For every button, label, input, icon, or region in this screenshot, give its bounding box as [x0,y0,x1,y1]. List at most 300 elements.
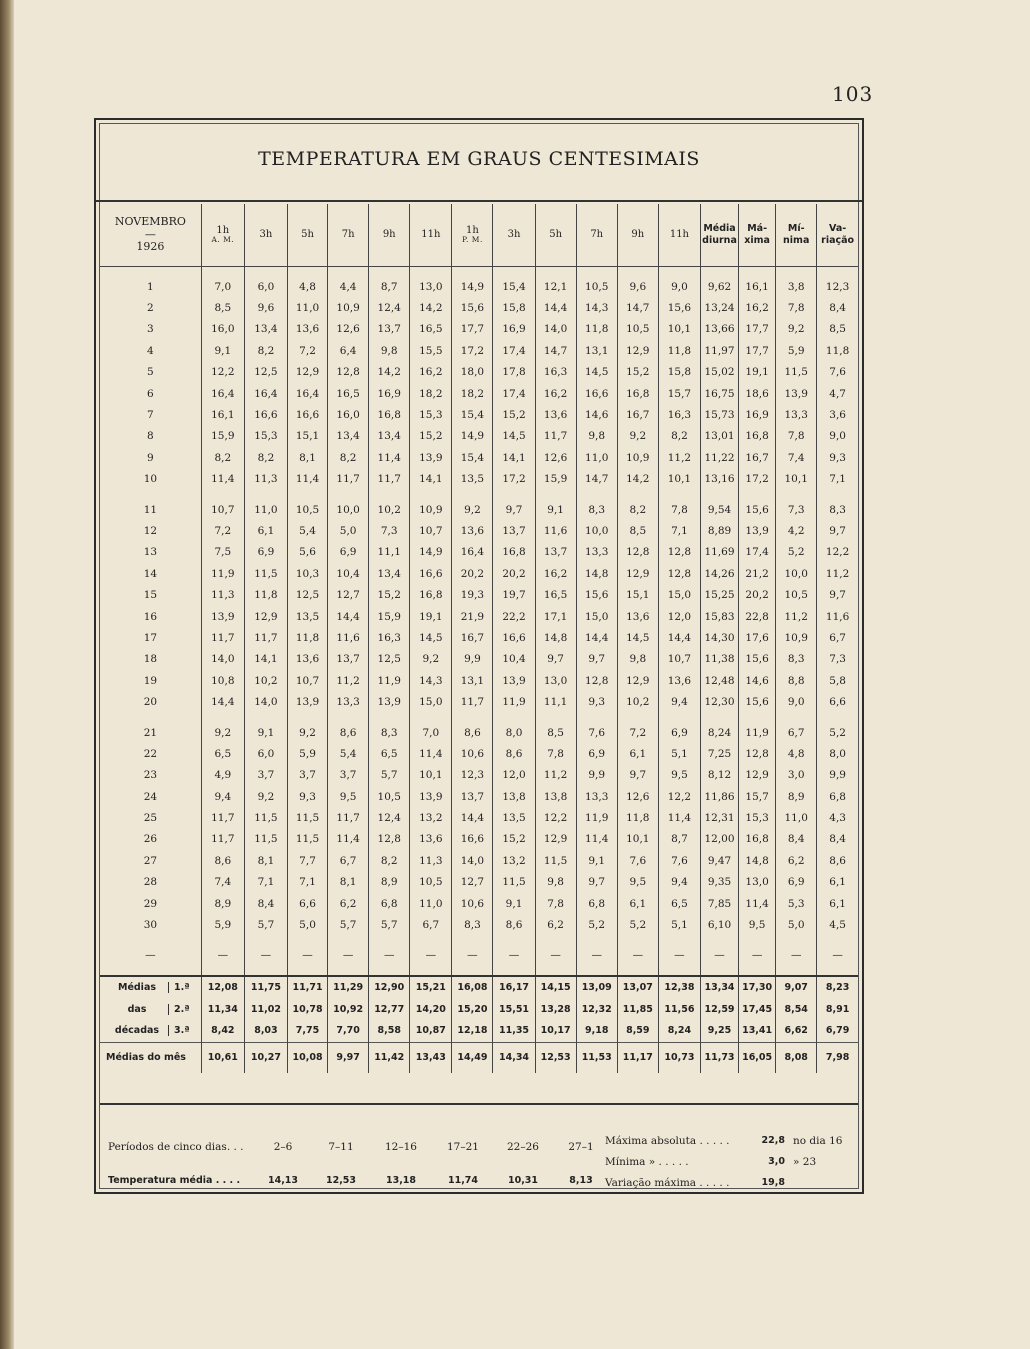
day-number: 14 [143,567,158,580]
decade-mean-value: 7,70 [328,1020,369,1042]
temperature-cell: 7,8 [776,426,817,447]
temperature-cell: 13,9 [287,691,327,712]
temperature-cell: 11,6 [535,520,576,541]
decade-mean-value: 12,38 [658,976,700,999]
temperature-cell: 12,4 [369,297,410,318]
temperature-cell: 14,6 [739,670,776,691]
temperature-table [100,204,858,1073]
temperature-cell: 5,2 [576,914,617,935]
temperature-cell: 9,6 [617,276,658,297]
temperature-cell: — [700,945,738,966]
temperature-cell: 14,4 [201,691,244,712]
temperature-cell: 16,2 [535,383,576,404]
decade-gap [100,936,858,945]
temperature-cell: 20,2 [739,584,776,605]
temperature-cell: 8,3 [452,914,493,935]
temperature-cell: 14,0 [535,319,576,340]
temperature-cell: 15,6 [739,499,776,520]
month-mean-label: Médias do mês [100,1042,201,1073]
temperature-cell: 16,6 [493,627,535,648]
gap-cell [369,966,410,976]
temperature-cell: 15,0 [576,606,617,627]
temperature-cell: 13,24 [700,297,738,318]
temperature-cell: 4,9 [201,765,244,786]
temperature-cell: 5,1 [658,914,700,935]
day-number: 30 [143,919,158,932]
day-number: 8 [147,430,154,443]
temperature-cell: 9,4 [658,872,700,893]
temperature-cell: 19,3 [452,584,493,605]
temperature-cell: 10,0 [576,520,617,541]
temperature-cell: 12,7 [328,584,369,605]
decade-mean-value: 8,91 [817,999,858,1021]
month-mean-value: 12,53 [535,1042,576,1073]
gap-cell [410,490,452,499]
gap-cell [452,936,493,945]
gap-cell [201,966,244,976]
day-row [100,893,858,914]
temperature-cell: 12,9 [617,670,658,691]
temperature-cell: 10,5 [410,872,452,893]
temperature-cell: 8,24 [700,722,738,743]
period-temp: 13,18 [385,1175,417,1186]
hour-header: 3h [493,204,535,267]
temperature-cell: — [452,945,493,966]
day-number: 11 [143,503,158,516]
temperature-cell: 9,7 [617,765,658,786]
month-mean-value: 10,08 [287,1042,327,1073]
temperature-cell: 11,7 [201,807,244,828]
day-row [100,469,858,490]
temperature-cell: 8,5 [201,297,244,318]
day-number: 25 [143,812,158,825]
temperature-cell: 8,5 [617,520,658,541]
gap-cell [452,490,493,499]
temperature-cell: — [369,945,410,966]
temperature-cell: 11,6 [817,606,858,627]
temperature-cell: 12,9 [617,563,658,584]
day-number: 15 [143,589,158,602]
temperature-cell: 15,5 [410,340,452,361]
min-label: Mínima » . . . . . [605,1156,689,1168]
temperature-cell: 6,2 [776,850,817,871]
temperature-cell: 8,1 [328,872,369,893]
temperature-cell: 16,4 [201,383,244,404]
temperature-cell: 11,1 [369,542,410,563]
temperature-cell: 9,3 [287,786,327,807]
temperature-cell: 11,4 [410,743,452,764]
decade-mean-value: 8,58 [369,1020,410,1042]
temperature-cell: 14,4 [328,606,369,627]
temperature-cell: 14,26 [700,563,738,584]
gap-cell [452,267,493,277]
temperature-cell: 11,97 [700,340,738,361]
temperature-cell: 7,8 [776,297,817,318]
decade-mean-value: 8,59 [617,1020,658,1042]
decade-gap [100,267,858,277]
temperature-cell: 12,5 [287,584,327,605]
temperature-cell: 7,6 [658,850,700,871]
day-row [100,383,858,404]
temperature-cell: 15,2 [369,584,410,605]
temperature-cell: 5,9 [776,340,817,361]
day-row [100,319,858,340]
day-row [100,584,858,605]
period-value: 2–6 [273,1141,293,1153]
temperature-cell: 14,4 [658,627,700,648]
temperature-cell: 11,9 [369,670,410,691]
temperature-cell: 9,2 [452,499,493,520]
absolute-maximum [605,1135,855,1156]
temperature-cell: 15,4 [493,276,535,297]
temperature-cell: 7,7 [287,850,327,871]
temperature-cell: 7,6 [817,362,858,383]
temperature-cell: 6,9 [328,542,369,563]
temperature-cell: 13,9 [493,670,535,691]
temperature-cell: 12,4 [369,807,410,828]
temperature-cell: 14,2 [410,297,452,318]
gap-cell [100,267,201,277]
decade-mean-value: 9,07 [776,976,817,999]
decade-mean-value: 11,56 [658,999,700,1021]
gap-cell [493,490,535,499]
hour-header: 11h [410,204,452,267]
temperature-cell: 11,5 [493,872,535,893]
temperature-cell: 10,6 [452,893,493,914]
temperature-cell: 8,89 [700,520,738,541]
gap-cell [658,490,700,499]
temperature-cell: 3,7 [287,765,327,786]
day-number: 5 [147,366,154,379]
temperature-cell: 13,9 [776,383,817,404]
temperature-cell: 12,8 [658,563,700,584]
temperature-cell: 16,6 [452,829,493,850]
temperature-cell: 5,0 [287,914,327,935]
gap-cell [617,713,658,722]
temperature-cell: 13,6 [535,404,576,425]
month-mean-value: 11,42 [369,1042,410,1073]
temperature-cell: 14,3 [410,670,452,691]
temperature-cell: 6,0 [244,743,287,764]
temperature-cell: 16,8 [493,542,535,563]
temperature-cell: 13,8 [535,786,576,807]
gap-cell [535,267,576,277]
temperature-cell: 10,2 [369,499,410,520]
temperature-cell: 11,7 [244,627,287,648]
decade-ordinal: 2.ª [168,1004,190,1015]
gap-cell [410,267,452,277]
temperature-cell: 13,16 [700,469,738,490]
decade-gap [100,966,858,976]
temperature-cell: 12,8 [369,829,410,850]
temperature-cell: 8,0 [493,722,535,743]
temperature-cell: 3,7 [244,765,287,786]
temperature-cell: 16,4 [244,383,287,404]
temperature-cell: 11,5 [244,829,287,850]
min-value: 3,0 [768,1156,785,1167]
temperature-cell: 13,9 [410,786,452,807]
decade-ordinal: 1.ª [168,982,190,993]
month-mean-value: 10,27 [244,1042,287,1073]
gap-cell [739,267,776,277]
temperature-cell: 16,1 [201,404,244,425]
decade-mean-value: 8,42 [201,1020,244,1042]
temperature-cell: 12,5 [369,649,410,670]
temperature-cell: 10,0 [776,563,817,584]
temperature-cell: 5,2 [817,722,858,743]
temperature-cell: 3,8 [776,276,817,297]
temperature-cell: 14,0 [244,691,287,712]
gap-cell [617,490,658,499]
temperature-cell: 14,7 [576,469,617,490]
temperature-cell: 16,6 [287,404,327,425]
temperature-cell: 7,0 [410,722,452,743]
temperature-cell: 14,1 [244,649,287,670]
temperature-cell: 9,9 [452,649,493,670]
temperature-cell: 9,7 [535,649,576,670]
gap-cell [700,267,738,277]
temperature-cell: 5,9 [201,914,244,935]
temperature-cell: 13,7 [328,649,369,670]
day-row [100,520,858,541]
period-temp: 12,53 [325,1175,357,1186]
temperature-cell: 15,6 [739,691,776,712]
decade-mean-value: 15,51 [493,999,535,1021]
day-number: 2 [147,302,154,315]
temperature-cell: 11,2 [776,606,817,627]
temperature-cell: 14,8 [576,563,617,584]
temperature-cell: 9,0 [817,426,858,447]
gap-cell [244,966,287,976]
temperature-cell: 13,3 [328,691,369,712]
day-row [100,743,858,764]
decade-mean-value: 15,21 [410,976,452,999]
temperature-cell: 12,6 [328,319,369,340]
temperature-cell: 15,4 [452,404,493,425]
page-title: TEMPERATURA EM GRAUS CENTESIMAIS [258,148,700,170]
day-number: 26 [143,833,158,846]
temperature-cell: 10,2 [244,670,287,691]
temperature-cell: 9,8 [576,426,617,447]
temperature-cell: 5,0 [776,914,817,935]
temperature-cell: 5,7 [328,914,369,935]
temperature-cell: 4,7 [817,383,858,404]
temperature-cell: 17,4 [493,340,535,361]
decade-mean-value: 17,45 [739,999,776,1021]
temperature-cell: 8,4 [817,829,858,850]
temperature-cell: 8,2 [369,850,410,871]
decade-mean-value: 11,35 [493,1020,535,1042]
gap-cell [410,713,452,722]
temperature-cell: 15,2 [410,426,452,447]
temperature-cell: 9,2 [287,722,327,743]
temperature-cell: 8,5 [535,722,576,743]
month-mean-value: 11,17 [617,1042,658,1073]
gap-cell [817,713,858,722]
temperature-cell: 16,75 [700,383,738,404]
temperature-cell: 16,2 [410,362,452,383]
temperature-cell: 11,9 [576,807,617,828]
day-row [100,765,858,786]
decade-mean-value: 13,34 [700,976,738,999]
temperature-cell: 11,6 [328,627,369,648]
temperature-cell: — [576,945,617,966]
temperature-cell: 13,7 [369,319,410,340]
day-number: 23 [143,769,158,782]
temperature-cell: 16,3 [369,627,410,648]
temperature-cell: 6,4 [328,340,369,361]
temperature-cell: 15,7 [739,786,776,807]
day-number: 22 [143,747,158,760]
temperature-cell: 6,1 [244,520,287,541]
gap-cell [100,966,201,976]
gap-cell [739,936,776,945]
temperature-cell: 13,9 [410,447,452,468]
temperature-cell: 11,3 [410,850,452,871]
temperature-cell: 6,7 [817,627,858,648]
temperature-cell: 11,7 [201,829,244,850]
temperature-cell: 8,2 [244,447,287,468]
temperature-cell: 16,9 [493,319,535,340]
period-temp: 14,13 [267,1175,299,1186]
temperature-cell: 9,8 [617,649,658,670]
gap-cell [576,966,617,976]
day-row [100,606,858,627]
temperature-cell: 7,1 [658,520,700,541]
temperature-cell: 8,2 [658,426,700,447]
temperature-cell: 11,4 [201,469,244,490]
temperature-cell: 15,8 [658,362,700,383]
day-row [100,722,858,743]
temperature-cell: 11,8 [658,340,700,361]
temperature-cell: 6,1 [817,893,858,914]
temperature-cell: 11,8 [576,319,617,340]
temperature-cell: 15,2 [617,362,658,383]
hour-header: 5h [535,204,576,267]
temperature-cell: 17,4 [493,383,535,404]
period-temp: 10,31 [507,1175,539,1186]
temperature-cell: 10,7 [410,520,452,541]
decade-mean-value: 12,32 [576,999,617,1021]
temperature-cell: — [493,945,535,966]
day-row [100,426,858,447]
maxima-header: Má- xima [739,204,776,267]
gap-cell [452,713,493,722]
temperature-cell: 8,6 [328,722,369,743]
variation-value: 19,8 [761,1177,785,1188]
temperature-cell: 9,35 [700,872,738,893]
day-row [100,945,858,966]
temperature-cell: 14,8 [535,627,576,648]
temperature-cell: 13,9 [739,520,776,541]
month-mean-value: 10,61 [201,1042,244,1073]
temperature-cell: 3,6 [817,404,858,425]
gap-cell [739,490,776,499]
month-header [100,204,201,267]
decade-mean-value: 10,17 [535,1020,576,1042]
temperature-cell: 8,6 [817,850,858,871]
temperature-cell: 8,12 [700,765,738,786]
temperature-cell: 8,2 [244,340,287,361]
gap-cell [493,267,535,277]
temperature-cell: 14,7 [617,297,658,318]
temperature-cell: 14,0 [201,649,244,670]
temperature-cell: 9,7 [493,499,535,520]
temperature-cell: 19,1 [739,362,776,383]
temperature-cell: 8,7 [369,276,410,297]
gap-cell [535,490,576,499]
day-row [100,362,858,383]
temperature-cell: 9,47 [700,850,738,871]
gap-cell [617,267,658,277]
decade-mean-row [100,999,858,1021]
day-number: 7 [147,409,154,422]
temperature-cell: 18,6 [739,383,776,404]
temperature-cell: 7,6 [617,850,658,871]
temperature-cell: 10,4 [493,649,535,670]
temperature-cell: 17,6 [739,627,776,648]
temperature-cell: 11,4 [658,807,700,828]
decade-mean-value: 13,41 [739,1020,776,1042]
temperature-cell: 22,2 [493,606,535,627]
temperature-cell: 7,4 [776,447,817,468]
decade-mean-value: 10,92 [328,999,369,1021]
day-number: 19 [143,674,158,687]
temperature-cell: 8,2 [617,499,658,520]
temperature-cell: 11,4 [369,447,410,468]
day-number: 12 [143,524,158,537]
temperature-cell: 16,8 [369,404,410,425]
temperature-cell: 11,38 [700,649,738,670]
temperature-cell: 8,9 [201,893,244,914]
min-note: » 23 [793,1156,817,1168]
decade-mean-row [100,1020,858,1042]
temperature-cell: 9,3 [817,447,858,468]
temperature-cell: 6,5 [201,743,244,764]
temperature-cell: 16,5 [410,319,452,340]
decade-gap [100,490,858,499]
temperature-cell: 16,0 [328,404,369,425]
temperature-cell: 6,6 [817,691,858,712]
temperature-cell: 11,22 [700,447,738,468]
gap-cell [617,966,658,976]
temperature-cell: 17,7 [739,340,776,361]
temperature-cell: 10,1 [658,319,700,340]
temperature-cell: 8,5 [817,319,858,340]
decade-mean-value: 11,34 [201,999,244,1021]
temperature-cell: — [287,945,327,966]
gap-cell [617,936,658,945]
temperature-cell: 10,5 [287,499,327,520]
temperature-cell: 9,2 [201,722,244,743]
temperature-cell: 7,1 [287,872,327,893]
decade-mean-value: 12,90 [369,976,410,999]
temperature-cell: 18,2 [452,383,493,404]
temperature-cell: 16,6 [244,404,287,425]
temperature-cell: 9,2 [617,426,658,447]
decade-mean-value: 10,78 [287,999,327,1021]
temperature-cell: 11,2 [658,447,700,468]
temperature-cell: 8,6 [201,850,244,871]
temperature-cell: 13,5 [287,606,327,627]
temperature-cell: 13,6 [410,829,452,850]
temperature-cell: 9,7 [817,584,858,605]
decade-mean-value: 13,07 [617,976,658,999]
month-mean-value: 11,73 [700,1042,738,1073]
temperature-cell: 6,9 [658,722,700,743]
gap-cell [700,966,738,976]
day-number: 18 [143,653,158,666]
